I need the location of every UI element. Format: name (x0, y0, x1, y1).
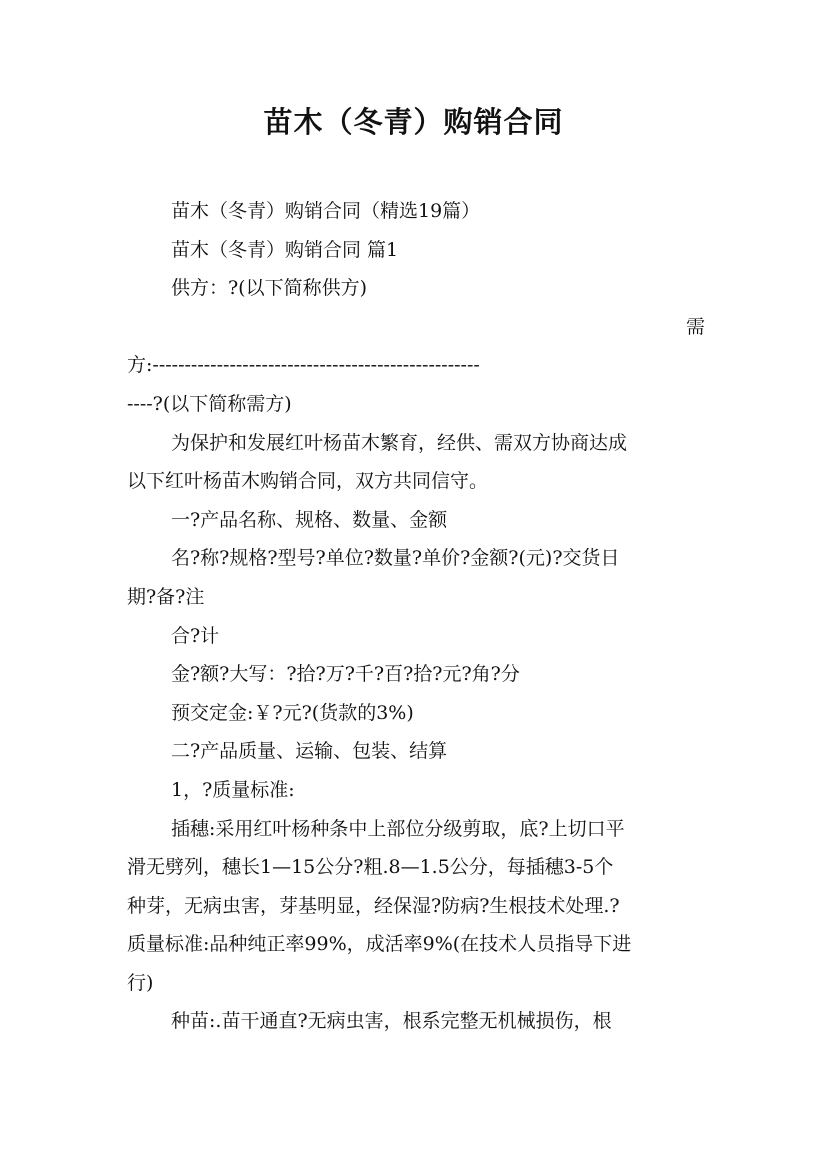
paragraph-line: 金?额?大写：?拾?万?千?百?拾?元?角?分 (171, 663, 520, 686)
paragraph-line: 名?称?规格?型号?单位?数量?单价?金额?(元)?交货日 (171, 547, 620, 570)
paragraph-line: 方:--------------------------------------------------- (127, 354, 480, 377)
paragraph-line: 为保护和发展红叶杨苗木繁育，经供、需双方协商达成 (171, 431, 628, 454)
paragraph-line: 苗木（冬青）购销合同 篇1 (171, 238, 399, 261)
paragraph-line: 苗木（冬青）购销合同（精选19篇） (171, 200, 481, 222)
paragraph-line: 质量标准:品种纯正率99%，成活率9%(在技术人员指导下进 (127, 933, 632, 956)
paragraph-line: 种苗:.苗干通直?无病虫害，根系完整无机械损伤，根 (171, 1010, 612, 1033)
paragraph-line: 二?产品质量、运输、包装、结算 (171, 740, 448, 763)
paragraph-line: 行) (127, 971, 154, 994)
paragraph-line: 种芽，无病虫害，芽基明显，经保湿?防病?生根技术处理.? (127, 894, 620, 917)
paragraph-line: 插穗:采用红叶杨种条中上部位分级剪取，底?上切口平 (171, 817, 625, 840)
paragraph-line: 滑无劈列，穗长1—15公分?粗.8—1.5公分，每插穗3-5个 (127, 856, 614, 879)
paragraph-line: ----?(以下简称需方) (127, 392, 292, 415)
paragraph-line: 预交定金:￥?元?(货款的3%) (171, 701, 414, 724)
paragraph-line: 1，?质量标准: (171, 778, 295, 801)
document-body (127, 192, 705, 1041)
paragraph-line: 供方：?(以下简称供方) (171, 277, 368, 300)
document-title: 苗木（冬青）购销合同 (263, 105, 564, 139)
paragraph-line: 合?计 (171, 624, 220, 647)
paragraph-line: 期?备?注 (127, 585, 205, 608)
paragraph-line: 需 (685, 315, 705, 338)
paragraph-line: 以下红叶杨苗木购销合同，双方共同信守。 (127, 470, 489, 493)
paragraph-line: 一?产品名称、规格、数量、金额 (171, 508, 448, 531)
